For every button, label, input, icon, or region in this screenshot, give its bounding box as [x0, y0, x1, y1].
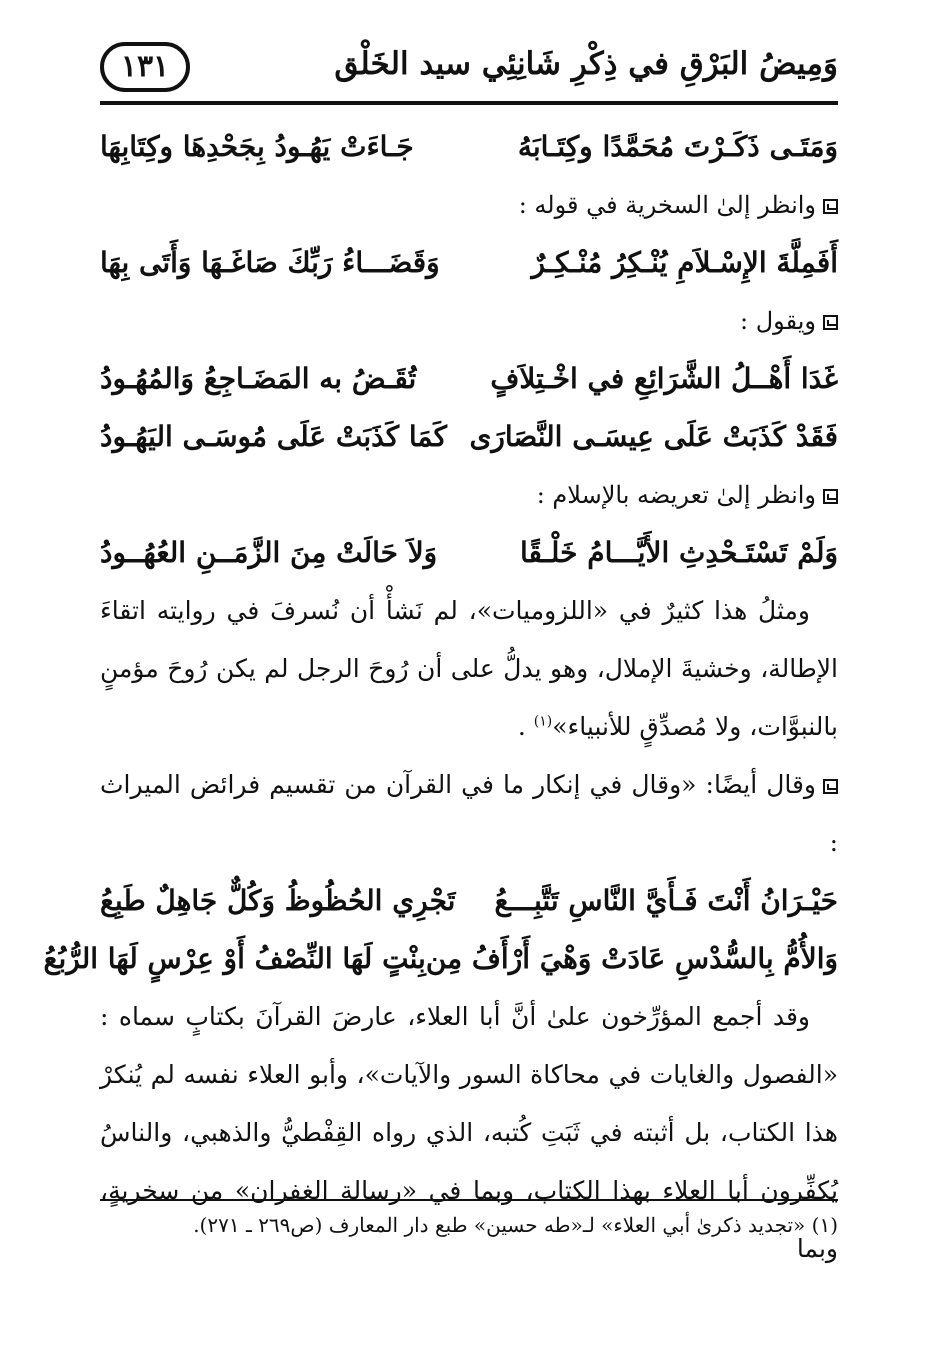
verse-first-hemistich: وَمَتَـى ذَكَـرْتَ مُحَمَّدًا وكِتَـابَهُ: [517, 130, 838, 163]
footnote-rule: [100, 1199, 838, 1201]
page-number: ١٣١: [120, 49, 170, 84]
checkbox-bullet-icon: [823, 489, 838, 504]
footnote: (١) «تجديد ذكرىٰ أبي العلاء» لـ«طه حسين» طبع دار المعارف (ص٢٦٩ ـ ٢٧١).: [193, 1213, 838, 1237]
paragraph-luzumiyat: [100, 582, 838, 756]
intro-text: ويقول :: [740, 307, 816, 335]
verse-couplet: [100, 408, 838, 466]
paragraph-text: ومثلُ هذا كثيرٌ في «اللزوميات»، لم نَشأْ أن نُسرفَ في روايته اتقاءَ الإطالة، وخشيةَ الإملال، وهو يدلُّ على أن رُوحَ الرجل لم يكن رُوحَ مؤمنٍ بالنبوَّات، ولا مُصدِّقٍ للأنبياء»: [100, 596, 838, 741]
verse-first-hemistich: وَالأُمُّ بِالسُّدْسِ عَادَتْ وَهْيَ أَرْأَفُ مِن: [425, 942, 838, 975]
page-content: [43, 118, 838, 1278]
verse-second-hemistich: وَقَضَـــاءُ رَبِّكَ صَاغَـهَا وَأَتَى بِهَا: [100, 246, 440, 279]
paragraph-fusul: وقد أجمع المؤرِّخون علىٰ أنَّ أبا العلاء، عارضَ القرآنَ بكتابٍ سماه : «الفصول والغايات في محاكاة السور والآيات»، وأبو العلاء نفسه لم يُنكرْ هذا الكتاب، بل أثبته في ثَبَتِ كُتبه، الذي رواه القِفْطيُّ والذهبي، والناسُ يُكفِّرون أبا العلاء بهذا الكتاب، وبما في «رسالة الغفران» من سخريةٍ، وبما: [100, 1002, 838, 1263]
page-header: [100, 38, 838, 110]
checkbox-bullet-icon: [823, 199, 838, 214]
section-intro: [100, 292, 838, 350]
paragraph-end: .: [517, 712, 534, 741]
verse-first-hemistich: وَلَمْ تَسْتَـحْدِثِ الأَيَّـــامُ خَلْـقًا: [520, 536, 838, 569]
verse-second-hemistich: وَلاَ حَالَتْ مِنَ الزَّمَــنِ العُهُــودُ: [100, 536, 438, 569]
verse-couplet: [43, 930, 838, 988]
checkbox-bullet-icon: [823, 779, 838, 794]
verse-second-hemistich: كَمَا كَذَبَتْ عَلَى مُوسَـى اليَهُـودُ: [100, 420, 447, 453]
verse-couplet: [100, 350, 838, 408]
intro-text: وانظر إلىٰ السخرية في قوله :: [518, 191, 816, 219]
verse-couplet: [100, 234, 838, 292]
verse-second-hemistich: تُقَـضُ به المَضَـاجِعُ وَالمُهُـودُ: [100, 362, 417, 395]
section-intro: [100, 176, 838, 234]
verse-second-hemistich: بِنْتٍ لَهَا النِّصْفُ أَوْ عِرْسٍ لَهَا الرُّبُعُ: [43, 942, 426, 975]
verse-couplet: [100, 872, 838, 930]
verse-couplet: [100, 118, 838, 176]
verse-first-hemistich: أَفَمِلَّةَ الإِسْـلاَمِ يُنْـكِرُ مُنْـكِـرٌ: [531, 246, 838, 279]
verse-couplet: [100, 524, 838, 582]
page-number-frame: [100, 42, 190, 92]
intro-text: وانظر إلىٰ تعريضه بالإسلام :: [536, 481, 816, 509]
verse-first-hemistich: حَيْـرَانُ أَنْتَ فَـأَيَّ النَّاسِ تَتَّبِـــعُ: [494, 884, 838, 917]
paragraph-mirath: [100, 756, 838, 872]
running-title: وَمِيضُ البَرْقِ في ذِكْرِ شَانِئِي سيد الخَلْق: [334, 46, 838, 82]
verse-first-hemistich: فَقَدْ كَذَبَتْ عَلَى عِيسَـى النَّصَارَى: [469, 420, 838, 453]
section-intro: [100, 466, 838, 524]
verse-second-hemistich: جَـاءَتْ يَهُـودُ بِجَحْدِهَا وكِتَابِهَا: [100, 130, 414, 163]
verse-first-hemistich: غَدَا أَهْــلُ الشَّرَائِعِ في اخْـتِلاَفٍ: [490, 362, 838, 395]
verse-second-hemistich: تَجْرِي الحُظُوظُ وَكُلٌّ جَاهِلٌ طَبِعُ: [100, 884, 456, 917]
checkbox-bullet-icon: [823, 315, 838, 330]
paragraph-text: وقال أيضًا: «وقال في إنكار ما في القرآن من تقسيم فرائض الميراث :: [100, 770, 838, 857]
header-rule: [100, 101, 838, 105]
footnote-reference: (١): [533, 713, 553, 730]
